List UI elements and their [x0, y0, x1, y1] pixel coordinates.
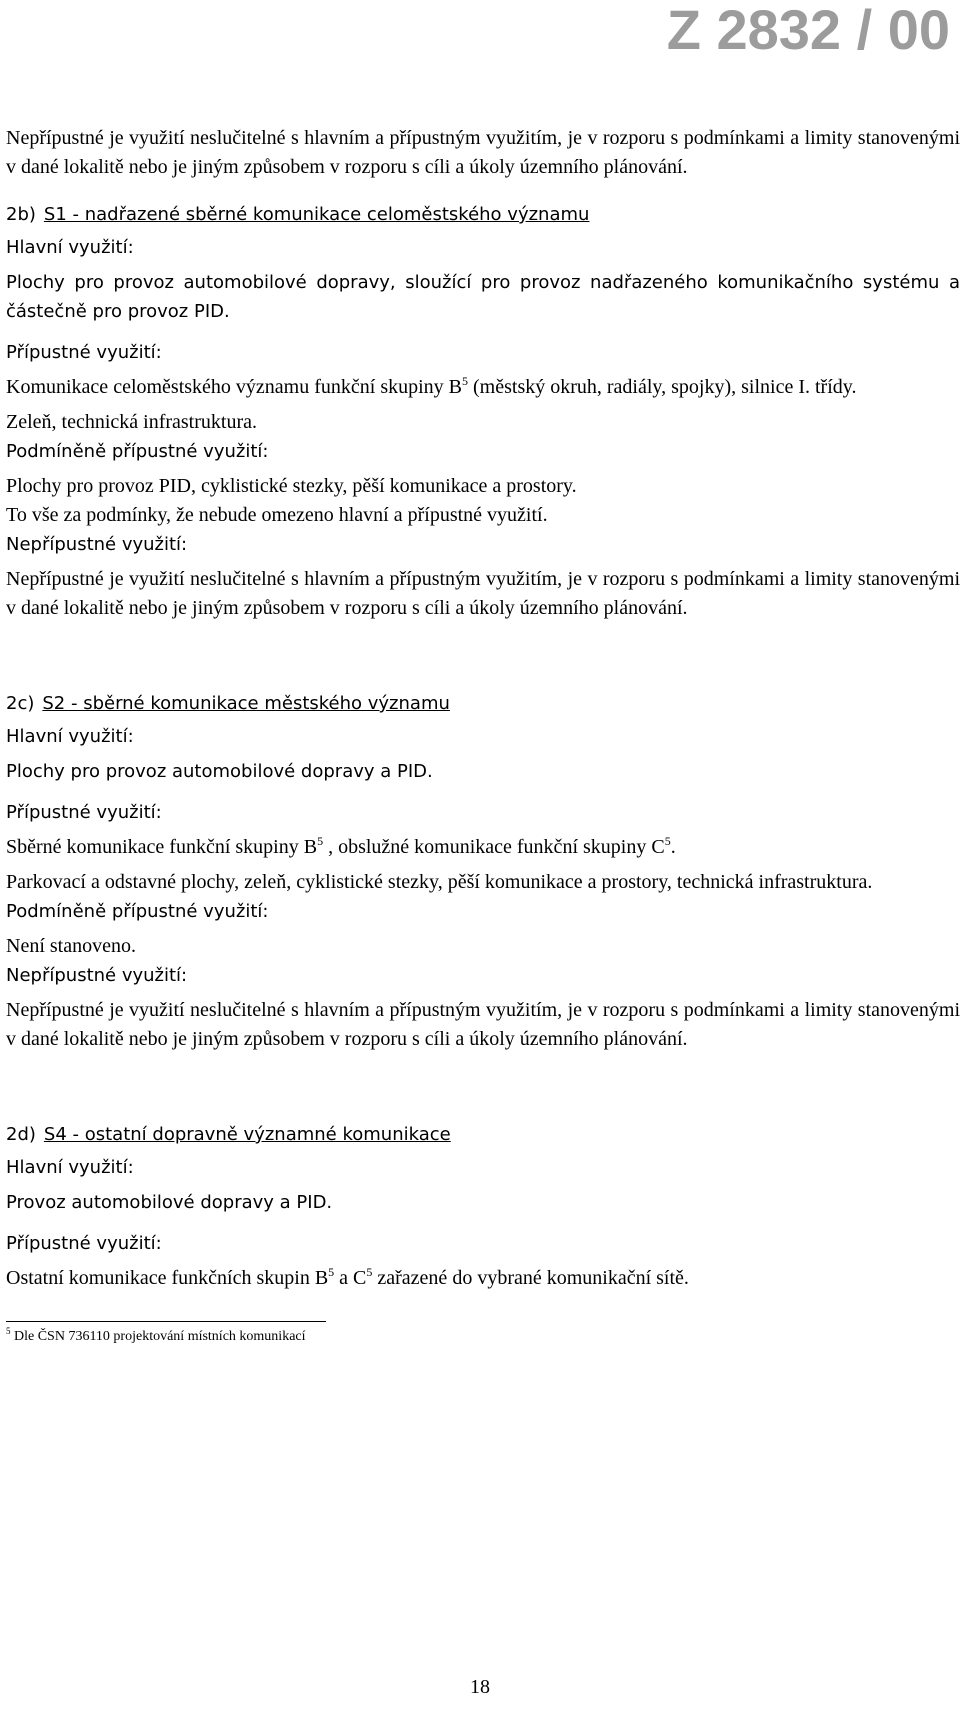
- allowed-use-label: Přípustné využití:: [6, 802, 162, 823]
- footnote-ref: 5: [328, 1265, 335, 1279]
- footnote: $^5$ Dle ČSN 736110 projektování místních komunikací: [6, 1326, 306, 1344]
- main-use-text: Plochy pro provoz automobilové dopravy, sloužící pro provoz nadřazeného komunikačního systému a částečně pro provoz PID.: [6, 272, 960, 322]
- section-title-s2: [6, 689, 960, 718]
- allowed-use-text: Ostatní komunikace funkčních skupin $B^5$ a $C^5$ zařazené do vybrané komunikační sítě.: [6, 1265, 689, 1289]
- page-number: 18: [470, 1676, 490, 1698]
- conditional-use-label: Podmíněně přípustné využití:: [6, 441, 269, 462]
- section-number: 2d): [6, 1124, 36, 1145]
- section-title-s4: [6, 1120, 960, 1149]
- section-heading: S1 - nadřazené sběrné komunikace celoměstského významu: [43, 204, 590, 225]
- allowed-use-text: Sběrné komunikace funkční skupiny $B^5$ , obslužné komunikace funkční skupiny $C^5$.: [6, 834, 676, 858]
- footnote-ref: 5: [366, 1265, 373, 1279]
- section-number: 2c): [6, 693, 35, 714]
- section-heading: S4 - ostatní dopravně významné komunikace: [43, 1124, 451, 1145]
- section-number: 2b): [6, 204, 36, 225]
- allowed-use-label: Přípustné využití:: [6, 342, 162, 363]
- conditional-use-text: Není stanoveno.: [6, 935, 136, 957]
- main-use-label: Hlavní využití:: [6, 726, 134, 747]
- prohibited-use-label: Nepřípustné využití:: [6, 534, 188, 555]
- footnote-ref: 5: [462, 374, 469, 388]
- allowed-use-text-2: Zeleň, technická infrastruktura.: [6, 411, 257, 433]
- footnote-ref: 5: [317, 834, 324, 848]
- page-body: [6, 124, 960, 1360]
- footnote-ref: 5: [664, 834, 671, 848]
- section-title-s1: [6, 200, 960, 229]
- conditional-use-label: Podmíněně přípustné využití:: [6, 901, 269, 922]
- main-use-label: Hlavní využití:: [6, 237, 134, 258]
- main-use-text: Plochy pro provoz automobilové dopravy a PID.: [6, 761, 433, 782]
- allowed-use-label: Přípustné využití:: [6, 1233, 162, 1254]
- intro-prohibited-text: Nepřípustné je využití neslučitelné s hlavním a přípustným využitím, je v rozporu s podmínkami a limity stanovenými v dané lokalitě nebo je jiným způsobem v rozporu s cíli a úkoly územního plánování.: [6, 127, 960, 178]
- prohibited-use-text: Nepřípustné je využití neslučitelné s hlavním a přípustným využitím, je v rozporu s podmínkami a limity stanovenými v dané lokalitě nebo je jiným způsobem v rozporu s cíli a úkoly územního plánování.: [6, 568, 960, 619]
- document-code: Z 2832 / 00: [666, 0, 950, 61]
- conditional-use-text: Plochy pro provoz PID, cyklistické stezky, pěší komunikace a prostory.: [6, 475, 577, 497]
- footnote-divider: [6, 1321, 326, 1322]
- main-use-text: Provoz automobilové dopravy a PID.: [6, 1192, 333, 1213]
- section-heading: S2 - sběrné komunikace městského významu: [42, 693, 450, 714]
- footnote-mark: 5: [6, 1326, 11, 1336]
- prohibited-use-text: Nepřípustné je využití neslučitelné s hlavním a přípustným využitím, je v rozporu s podmínkami a limity stanovenými v dané lokalitě nebo je jiným způsobem v rozporu s cíli a úkoly územního plánování.: [6, 999, 960, 1050]
- conditional-use-text-2: To vše za podmínky, že nebude omezeno hlavní a přípustné využití.: [6, 504, 548, 526]
- allowed-use-text: Komunikace celoměstského významu funkční skupiny $B^5$ (městský okruh, radiály, spojky), silnice I. třídy.: [6, 374, 857, 398]
- prohibited-use-label: Nepřípustné využití:: [6, 965, 188, 986]
- allowed-use-text-2: Parkovací a odstavné plochy, zeleň, cyklistické stezky, pěší komunikace a prostory, technická infrastruktura.: [6, 871, 873, 893]
- main-use-label: Hlavní využití:: [6, 1157, 134, 1178]
